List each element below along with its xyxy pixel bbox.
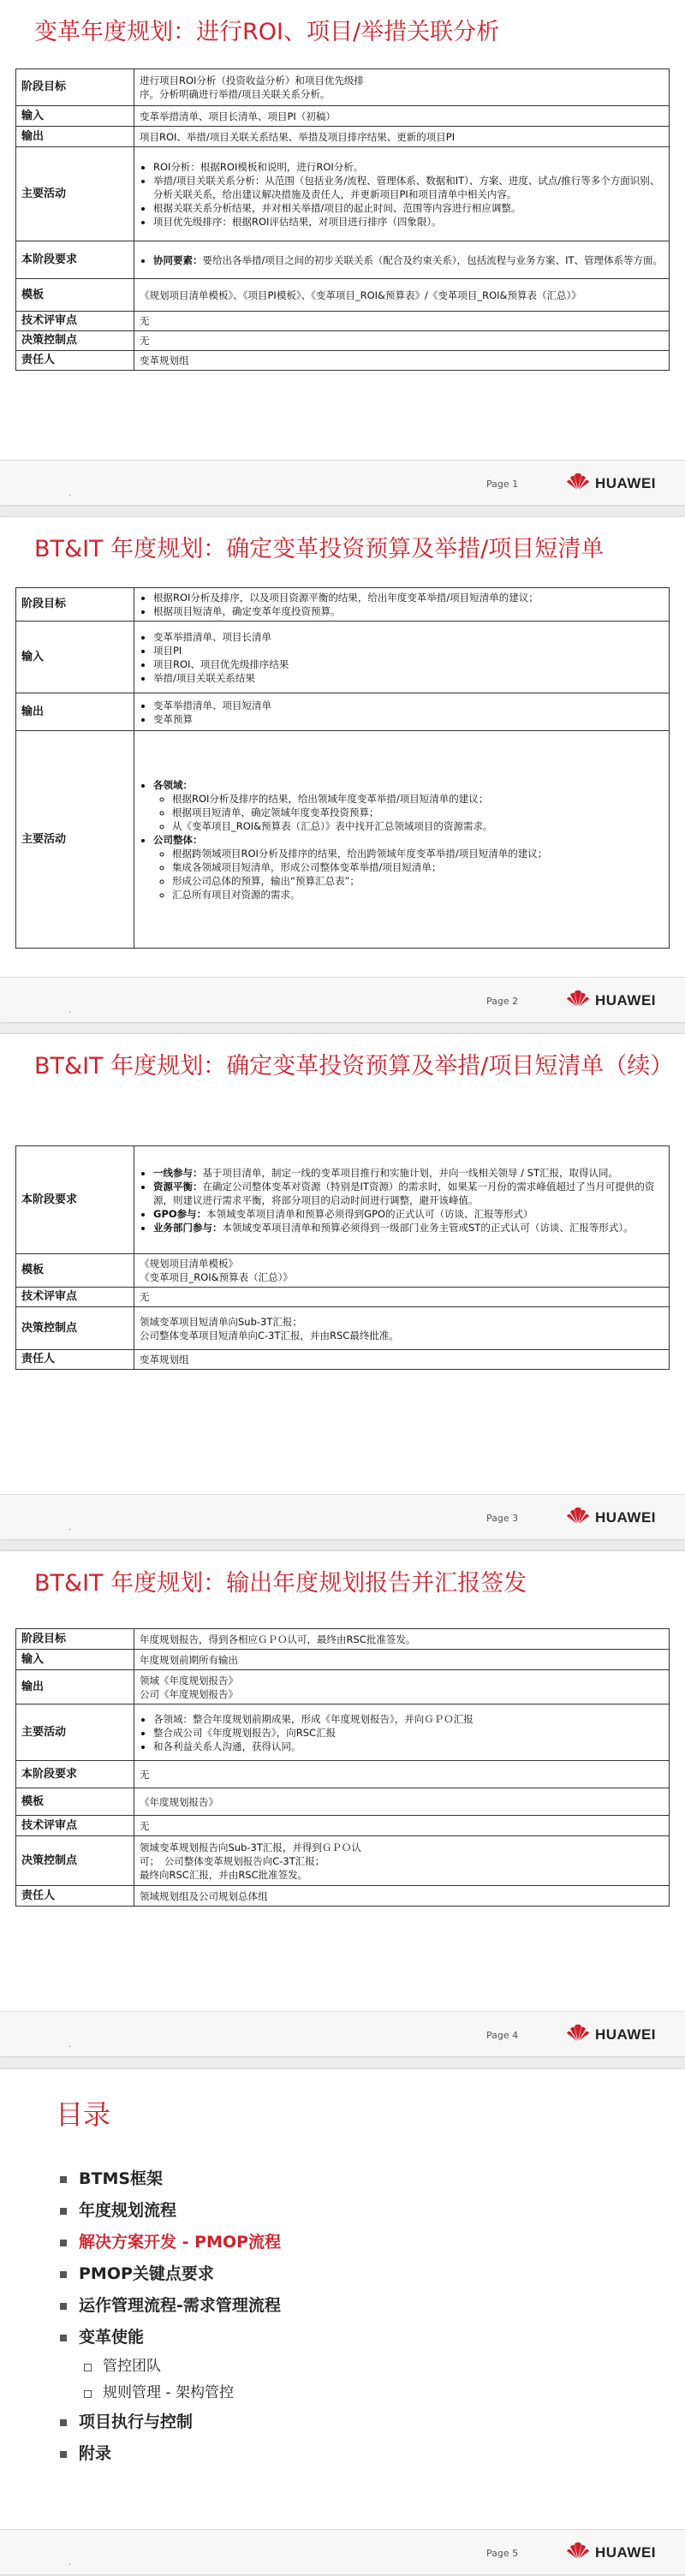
row-value bbox=[134, 588, 670, 622]
row-key: 本阶段要求 bbox=[16, 1761, 134, 1788]
list-item bbox=[153, 1180, 664, 1207]
row-key: 决策控制点 bbox=[16, 1836, 134, 1886]
group-label: 公司整体： bbox=[153, 833, 203, 846]
table-row bbox=[16, 351, 670, 371]
huawei-wordmark: HUAWEI bbox=[595, 2543, 656, 2561]
table-row bbox=[16, 1788, 670, 1816]
huawei-logo bbox=[561, 2541, 656, 2564]
row-value bbox=[134, 693, 670, 731]
bullet-list bbox=[140, 1166, 664, 1234]
row-key: 主要活动 bbox=[16, 147, 134, 241]
toc-item[interactable]: 附录 bbox=[79, 2438, 281, 2470]
toc-item[interactable]: 运作管理流程-需求管理流程 bbox=[79, 2290, 281, 2322]
huawei-petal-icon bbox=[565, 989, 591, 1012]
slide-2 bbox=[0, 517, 685, 1022]
row-key: 输入 bbox=[16, 1650, 134, 1670]
stage-table bbox=[15, 587, 670, 949]
toc-item[interactable]: PMOP关键点要求 bbox=[79, 2258, 281, 2290]
toc-item[interactable]: 年度规划流程 bbox=[79, 2195, 281, 2227]
row-key: 阶段目标 bbox=[16, 69, 134, 106]
group-item bbox=[153, 778, 664, 833]
item-text: 基于项目清单，制定一线的变革项目推行和实施计划，并向一线相关领导 / ST汇报，取得认同。 bbox=[202, 1166, 619, 1179]
row-value bbox=[134, 106, 670, 127]
row-value-text: 领域变革项目短清单向Sub-3T汇报； 公司整体变革项目短清单向C-3T汇报，并由RSC最终批准。 bbox=[140, 1315, 399, 1342]
list-item: • 根据ROI分析及排序，以及项目资源平衡的结果，给出年度变革举措/项目短清单的建议； bbox=[153, 591, 664, 604]
row-value-text: 变革规划组 bbox=[140, 1353, 189, 1365]
row-value-text: 无 bbox=[140, 1819, 150, 1832]
row-key: 本阶段要求 bbox=[16, 1146, 134, 1254]
item-bold-prefix: 协同要素： bbox=[153, 253, 203, 266]
row-value bbox=[134, 279, 670, 312]
huawei-wordmark: HUAWEI bbox=[595, 474, 656, 491]
sub-bullet-list bbox=[153, 847, 664, 901]
table-row bbox=[16, 147, 670, 241]
table-row bbox=[16, 1886, 670, 1907]
bullet-list bbox=[140, 160, 664, 229]
slide-footer bbox=[0, 2529, 685, 2574]
table-row bbox=[16, 1254, 670, 1288]
row-key: 输出 bbox=[16, 127, 134, 147]
table-row bbox=[16, 1761, 670, 1788]
huawei-petal-icon bbox=[565, 472, 591, 495]
page-number: Page 1 bbox=[486, 479, 519, 490]
list-item bbox=[153, 1207, 664, 1221]
list-item: • ROI分析：根据ROI模板和说明，进行ROI分析。 bbox=[153, 160, 664, 174]
huawei-wordmark: HUAWEI bbox=[595, 991, 656, 1008]
row-value bbox=[134, 1788, 670, 1816]
item-bold-prefix: 业务部门参与： bbox=[153, 1221, 223, 1234]
item-bold-prefix: 一线参与： bbox=[153, 1166, 203, 1179]
row-value-text: 《年度规划报告》 bbox=[140, 1795, 218, 1808]
page-number: Page 3 bbox=[486, 1513, 519, 1524]
list-item: • 变革举措清单、项目短清单 bbox=[153, 699, 664, 712]
list-item: • 项目优先级排序：根据ROI评估结果，对项目进行排序（四象限）。 bbox=[153, 215, 664, 229]
row-key: 主要活动 bbox=[16, 731, 134, 949]
list-item: ◦ 根据跨领域项目ROI分析及排序的结果，给出跨领域年度变革举措/项目短清单的建议； bbox=[172, 847, 664, 860]
page-number: Page 4 bbox=[486, 2030, 519, 2041]
group-label: 各领域： bbox=[153, 778, 193, 791]
row-key: 阶段目标 bbox=[16, 588, 134, 622]
table-row bbox=[16, 1816, 670, 1836]
row-value bbox=[134, 331, 670, 351]
row-value bbox=[134, 1704, 670, 1761]
list-item: • 项目PI bbox=[153, 644, 664, 657]
row-value-text: 无 bbox=[140, 1768, 150, 1781]
list-item bbox=[153, 1221, 664, 1234]
list-item: ◦ 根据ROI分析及排序的结果，给出领域年度变革举措/项目短清单的建议； bbox=[172, 792, 664, 806]
huawei-logo bbox=[561, 2023, 656, 2046]
row-key: 责任人 bbox=[16, 351, 134, 371]
row-value bbox=[134, 1146, 670, 1254]
table-row bbox=[16, 1836, 670, 1886]
footer-dot: . bbox=[68, 1007, 71, 1015]
slide-footer bbox=[0, 977, 685, 1022]
item-bold-prefix: GPO参与： bbox=[153, 1207, 207, 1220]
row-key: 模板 bbox=[16, 1788, 134, 1816]
row-value bbox=[134, 1761, 670, 1788]
sub-bullet-list bbox=[153, 792, 664, 833]
stage-table bbox=[15, 1145, 670, 1370]
row-key: 输出 bbox=[16, 1670, 134, 1704]
group-item bbox=[153, 833, 664, 901]
row-value bbox=[134, 1288, 670, 1307]
table-row bbox=[16, 731, 670, 949]
row-value bbox=[134, 1650, 670, 1670]
huawei-logo bbox=[561, 1506, 656, 1529]
item-text: 本领域变革项目清单和预算必须得到GPO的正式认可（访谈、汇报等形式） bbox=[206, 1207, 533, 1220]
table-row bbox=[16, 1629, 670, 1650]
row-value bbox=[134, 127, 670, 147]
row-key: 决策控制点 bbox=[16, 1307, 134, 1350]
list-item: • 变革举措清单、项目长清单 bbox=[153, 630, 664, 644]
toc-subitem[interactable]: 规则管理 - 架构管控 bbox=[79, 2380, 281, 2406]
row-value-text: 《规划项目清单模板》 《变革项目_ROI&预算表（汇总）》 bbox=[140, 1258, 293, 1283]
list-item: ◦ 形成公司总体的预算，输出“预算汇总表”； bbox=[172, 874, 664, 888]
slide-title: BT&IT 年度规划：输出年度规划报告并汇报签发 bbox=[34, 1570, 527, 1597]
list-item: • 举措/项目关联关系分析：从范围（包括业务/流程、管理体系、数据和IT）、方案、进度、试点/推行等多个方面识别、分析关联关系，给出建议解决措施及责任人，并更新项目PI和项目清单中相关内容。 bbox=[153, 174, 664, 201]
list-item: • 举措/项目关联关系结果 bbox=[153, 671, 664, 685]
toc-title: 目录 bbox=[56, 2098, 111, 2131]
table-row bbox=[16, 279, 670, 312]
table-row bbox=[16, 693, 670, 731]
table-row bbox=[16, 127, 670, 147]
table-row bbox=[16, 1288, 670, 1307]
row-value bbox=[134, 1629, 670, 1650]
list-item: ◦ 根据项目短清单，确定领域年度变革投资预算； bbox=[172, 806, 664, 819]
row-key: 模板 bbox=[16, 279, 134, 312]
row-value bbox=[134, 622, 670, 693]
row-value-text: 年度规划报告，得到各相应ＧＰＯ认可，最终由RSC批准签发。 bbox=[140, 1633, 416, 1645]
huawei-petal-icon bbox=[565, 2541, 591, 2564]
row-value-text: 领域规划组及公司规划总体组 bbox=[140, 1889, 268, 1902]
toc-item[interactable]: 项目执行与控制 bbox=[79, 2406, 281, 2438]
row-value-text: 进行项目ROI分析（投资收益分析）和项目优先级排 序。分析明确进行举措/项目关联关系分析。 bbox=[140, 74, 364, 100]
row-value bbox=[134, 1670, 670, 1704]
slide-title: BT&IT 年度规划：确定变革投资预算及举措/项目短清单（续） bbox=[34, 1053, 674, 1080]
row-value bbox=[134, 241, 670, 279]
row-value-text: 《规划项目清单模板》、《项目PI模板》、《变革项目_ROI&预算表》/《变革项目_ROI&预算表（汇总）》 bbox=[140, 289, 581, 301]
row-value bbox=[134, 1350, 670, 1370]
bullet-list bbox=[140, 253, 664, 267]
list-item bbox=[153, 1166, 664, 1180]
table-row bbox=[16, 1307, 670, 1350]
slide-4 bbox=[0, 1551, 685, 2056]
row-key: 阶段目标 bbox=[16, 1629, 134, 1650]
toc-list bbox=[79, 2163, 281, 2470]
row-key: 输出 bbox=[16, 693, 134, 731]
row-value bbox=[134, 1886, 670, 1907]
row-value-text: 领域《年度规划报告》 公司《年度规划报告》 bbox=[140, 1674, 238, 1700]
page-number: Page 5 bbox=[486, 2548, 519, 2559]
table-row bbox=[16, 241, 670, 279]
list-item: • 和各利益关系人沟通，获得认同。 bbox=[153, 1740, 664, 1753]
toc-item[interactable]: BTMS框架 bbox=[79, 2163, 281, 2195]
row-key: 模板 bbox=[16, 1254, 134, 1288]
toc-item[interactable]: 变革使能 bbox=[79, 2322, 281, 2353]
list-item: ◦ 从《变革项目_ROI&预算表（汇总）》表中找开汇总领域项目的资源需求。 bbox=[172, 819, 664, 833]
row-key: 决策控制点 bbox=[16, 331, 134, 351]
bullet-list bbox=[140, 699, 664, 726]
row-key: 技术评审点 bbox=[16, 1288, 134, 1307]
table-row bbox=[16, 588, 670, 622]
row-key: 输入 bbox=[16, 622, 134, 693]
item-bold-prefix: 资源平衡： bbox=[153, 1180, 203, 1193]
huawei-logo bbox=[561, 472, 656, 495]
table-row bbox=[16, 1670, 670, 1704]
slide-1 bbox=[0, 0, 685, 505]
row-key: 输入 bbox=[16, 106, 134, 127]
huawei-logo bbox=[561, 989, 656, 1012]
row-value bbox=[134, 69, 670, 106]
row-key: 本阶段要求 bbox=[16, 241, 134, 279]
table-row bbox=[16, 106, 670, 127]
item-text: 在确定公司整体变革对资源（特别是IT资源）的需求时，如果某一月份的需求峰值超过了当月可提供的资源，则建议进行需求平衡，将部分项目的启动时间进行调整，避开该峰值。 bbox=[153, 1180, 655, 1206]
row-value-text: 年度规划前期所有输出 bbox=[140, 1653, 238, 1666]
row-value-text: 无 bbox=[140, 315, 150, 327]
slide-3 bbox=[0, 1034, 685, 1539]
row-value-text: 项目ROI、举措/项目关联关系结果、举措及项目排序结果、更新的项目PI bbox=[140, 130, 456, 143]
slide-title: 变革年度规划：进行ROI、项目/举措关联分析 bbox=[34, 19, 500, 45]
footer-dot: . bbox=[68, 2559, 71, 2567]
bullet-list bbox=[140, 1712, 664, 1753]
row-value bbox=[134, 1254, 670, 1288]
item-text: 要给出各举措/项目之间的初步关联关系（配合及约束关系），包括流程与业务方案、IT、管理体系等方面。 bbox=[202, 253, 664, 266]
row-value bbox=[134, 147, 670, 241]
list-item: ◦ 汇总所有项目对资源的需求。 bbox=[172, 888, 664, 901]
list-item: • 项目ROI、项目优先级排序结果 bbox=[153, 657, 664, 671]
footer-dot: . bbox=[68, 1524, 71, 1532]
table-row bbox=[16, 1704, 670, 1761]
page-number: Page 2 bbox=[486, 996, 519, 1007]
slide-footer bbox=[0, 460, 685, 505]
row-key: 责任人 bbox=[16, 1350, 134, 1370]
stage-table bbox=[15, 1628, 670, 1907]
table-row bbox=[16, 1146, 670, 1254]
row-value bbox=[134, 1836, 670, 1886]
list-item: • 根据项目短清单，确定变革年度投资预算。 bbox=[153, 604, 664, 618]
list-item: • 各领域：整合年度规划前期成果，形成《年度规划报告》，并向ＧＰＯ汇报 bbox=[153, 1712, 664, 1726]
list-item bbox=[153, 253, 664, 267]
row-key: 主要活动 bbox=[16, 1704, 134, 1761]
list-item: • 变革预算 bbox=[153, 712, 664, 726]
stage-table bbox=[15, 68, 670, 371]
row-value-text: 领域变革规划报告向Sub-3T汇报，并得到ＧＰＯ认 可； 公司整体变革规划报告向C-3T汇报； 最终向RSC汇报，并由RSC批准签发。 bbox=[140, 1841, 361, 1881]
list-item: ◦ 集成各领域项目短清单，形成公司整体变革举措/项目短清单； bbox=[172, 860, 664, 874]
row-value bbox=[134, 1307, 670, 1350]
row-value bbox=[134, 312, 670, 331]
bullet-list bbox=[140, 591, 664, 618]
huawei-wordmark: HUAWEI bbox=[595, 1508, 656, 1526]
bullet-list bbox=[140, 630, 664, 685]
row-value-text: 无 bbox=[140, 335, 150, 347]
list-item: • 根据关联关系分析结果，并对相关举措/项目的起止时间、范围等内容进行相应调整。 bbox=[153, 201, 664, 215]
toc-subitem[interactable]: 管控团队 bbox=[79, 2353, 281, 2380]
row-key: 技术评审点 bbox=[16, 312, 134, 331]
huawei-wordmark: HUAWEI bbox=[595, 2026, 656, 2043]
list-item: • 整合成公司《年度规划报告》，向RSC汇报 bbox=[153, 1726, 664, 1740]
toc-item[interactable]: 解决方案开发 - PMOP流程 bbox=[79, 2227, 281, 2258]
row-key: 技术评审点 bbox=[16, 1816, 134, 1836]
slide-footer bbox=[0, 2011, 685, 2056]
slide-title: BT&IT 年度规划：确定变革投资预算及举措/项目短清单 bbox=[34, 536, 605, 562]
table-row bbox=[16, 312, 670, 331]
slide-footer bbox=[0, 1494, 685, 1539]
table-row bbox=[16, 622, 670, 693]
row-value-text: 变革规划组 bbox=[140, 354, 189, 366]
table-row bbox=[16, 69, 670, 106]
huawei-petal-icon bbox=[565, 2023, 591, 2046]
row-value bbox=[134, 351, 670, 371]
footer-dot: . bbox=[68, 490, 71, 498]
bullet-list bbox=[140, 778, 664, 901]
row-value bbox=[134, 731, 670, 949]
huawei-petal-icon bbox=[565, 1506, 591, 1529]
table-row bbox=[16, 1650, 670, 1670]
slide-5-toc bbox=[0, 2069, 685, 2574]
item-text: 本领域变革项目清单和预算必须得到一级部门业务主管或ST的正式认可（访谈、汇报等形式）。 bbox=[222, 1221, 634, 1234]
table-row bbox=[16, 331, 670, 351]
row-key: 责任人 bbox=[16, 1886, 134, 1907]
table-row bbox=[16, 1350, 670, 1370]
row-value-text: 无 bbox=[140, 1291, 150, 1303]
row-value-text: 变革举措清单、项目长清单、项目PI（初稿） bbox=[140, 110, 336, 122]
footer-dot: . bbox=[68, 2041, 71, 2049]
row-value bbox=[134, 1816, 670, 1836]
